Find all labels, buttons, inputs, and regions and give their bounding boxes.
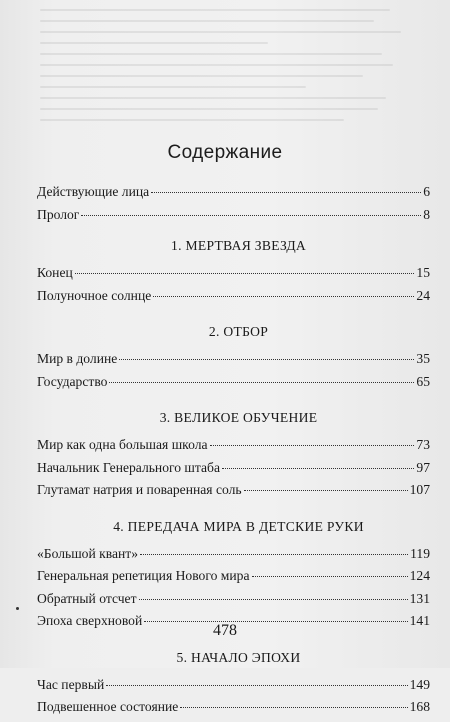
toc-entry: [37, 699, 430, 722]
toc-entry: [37, 351, 430, 374]
section-heading: 2. ОТБОР: [208, 324, 269, 339]
toc-title: Содержание: [167, 142, 283, 163]
toc-entry-page: 65: [416, 373, 430, 389]
toc-entry-label: Обратный отсчет: [37, 590, 137, 606]
toc-entry-label: «Большой квант»: [37, 545, 139, 561]
dot-leader: [252, 576, 408, 577]
section-heading: 5. НАЧАЛО ЭПОХИ: [176, 649, 301, 665]
bleed-through-text: [40, 0, 420, 135]
toc-entry: [37, 374, 430, 397]
toc-entry-label: Действующие лица: [37, 184, 150, 199]
dot-leader: [210, 445, 415, 446]
toc-entry-page: 6: [423, 184, 430, 199]
table-of-contents: [37, 184, 430, 722]
toc-entry: [37, 207, 430, 230]
dot-leader: [81, 215, 421, 216]
dot-leader: [140, 554, 408, 555]
toc-entry-label: Мир в долине: [37, 351, 118, 366]
toc-entry-page: 168: [409, 699, 430, 714]
toc-entry: [37, 288, 430, 311]
toc-entry-page: 131: [409, 590, 430, 606]
toc-entry: [37, 677, 430, 700]
dot-leader: [106, 685, 407, 686]
section-heading: 4. ПЕРЕДАЧА МИРА В ДЕТСКИЕ РУКИ: [113, 518, 364, 534]
section-heading: 1. МЕРТВАЯ ЗВЕЗДА: [170, 238, 307, 253]
dot-leader: [180, 707, 407, 708]
toc-entry-label: Начальник Генерального штаба: [37, 459, 220, 475]
toc-entry: [37, 546, 430, 569]
toc-entry-page: 15: [416, 265, 430, 280]
toc-entry-page: 97: [416, 459, 430, 475]
toc-entry-page: 119: [410, 545, 430, 561]
dot-leader: [139, 599, 408, 600]
toc-entry-label: Государство: [37, 373, 108, 389]
dot-leader: [109, 382, 414, 383]
toc-entry-page: 35: [416, 351, 430, 366]
dot-leader: [244, 490, 408, 491]
toc-entry: [37, 568, 430, 591]
toc-entry-page: 141: [409, 613, 430, 628]
toc-entry: [37, 591, 430, 614]
toc-entry: [37, 460, 430, 483]
toc-entry-page: 149: [409, 676, 430, 692]
toc-entry: [37, 482, 430, 505]
toc-entry: [37, 184, 430, 207]
toc-entry-page: 73: [416, 437, 430, 452]
toc-entry: [37, 437, 430, 460]
toc-entry-label: Полуночное солнце: [37, 287, 152, 303]
toc-entry-label: Эпоха сверхновой: [37, 613, 143, 628]
toc-entry-label: Пролог: [37, 206, 80, 222]
toc-entry-label: Конец: [37, 265, 73, 280]
toc-entry-page: 107: [409, 482, 430, 497]
toc-entry-page: 24: [416, 287, 430, 303]
dot-leader: [75, 273, 415, 274]
toc-entry-page: 124: [409, 568, 430, 583]
toc-entry: [37, 265, 430, 288]
dot-leader: [222, 468, 414, 469]
dot-leader: [119, 359, 414, 360]
toc-entry-label: Час первый: [37, 676, 105, 692]
toc-entry-label: Мир как одна большая школа: [37, 437, 208, 452]
toc-entry-label: Глутамат натрия и поваренная соль: [37, 482, 242, 497]
dot-leader: [153, 296, 414, 297]
print-speck: [16, 607, 19, 610]
page-number: 478: [213, 622, 237, 639]
section-heading: 3. ВЕЛИКОЕ ОБУЧЕНИЕ: [159, 410, 318, 425]
dot-leader: [151, 192, 421, 193]
toc-entry-page: 8: [423, 206, 430, 222]
toc-entry-label: Подвешенное состояние: [37, 699, 179, 714]
toc-entry-label: Генеральная репетиция Нового мира: [37, 568, 250, 583]
